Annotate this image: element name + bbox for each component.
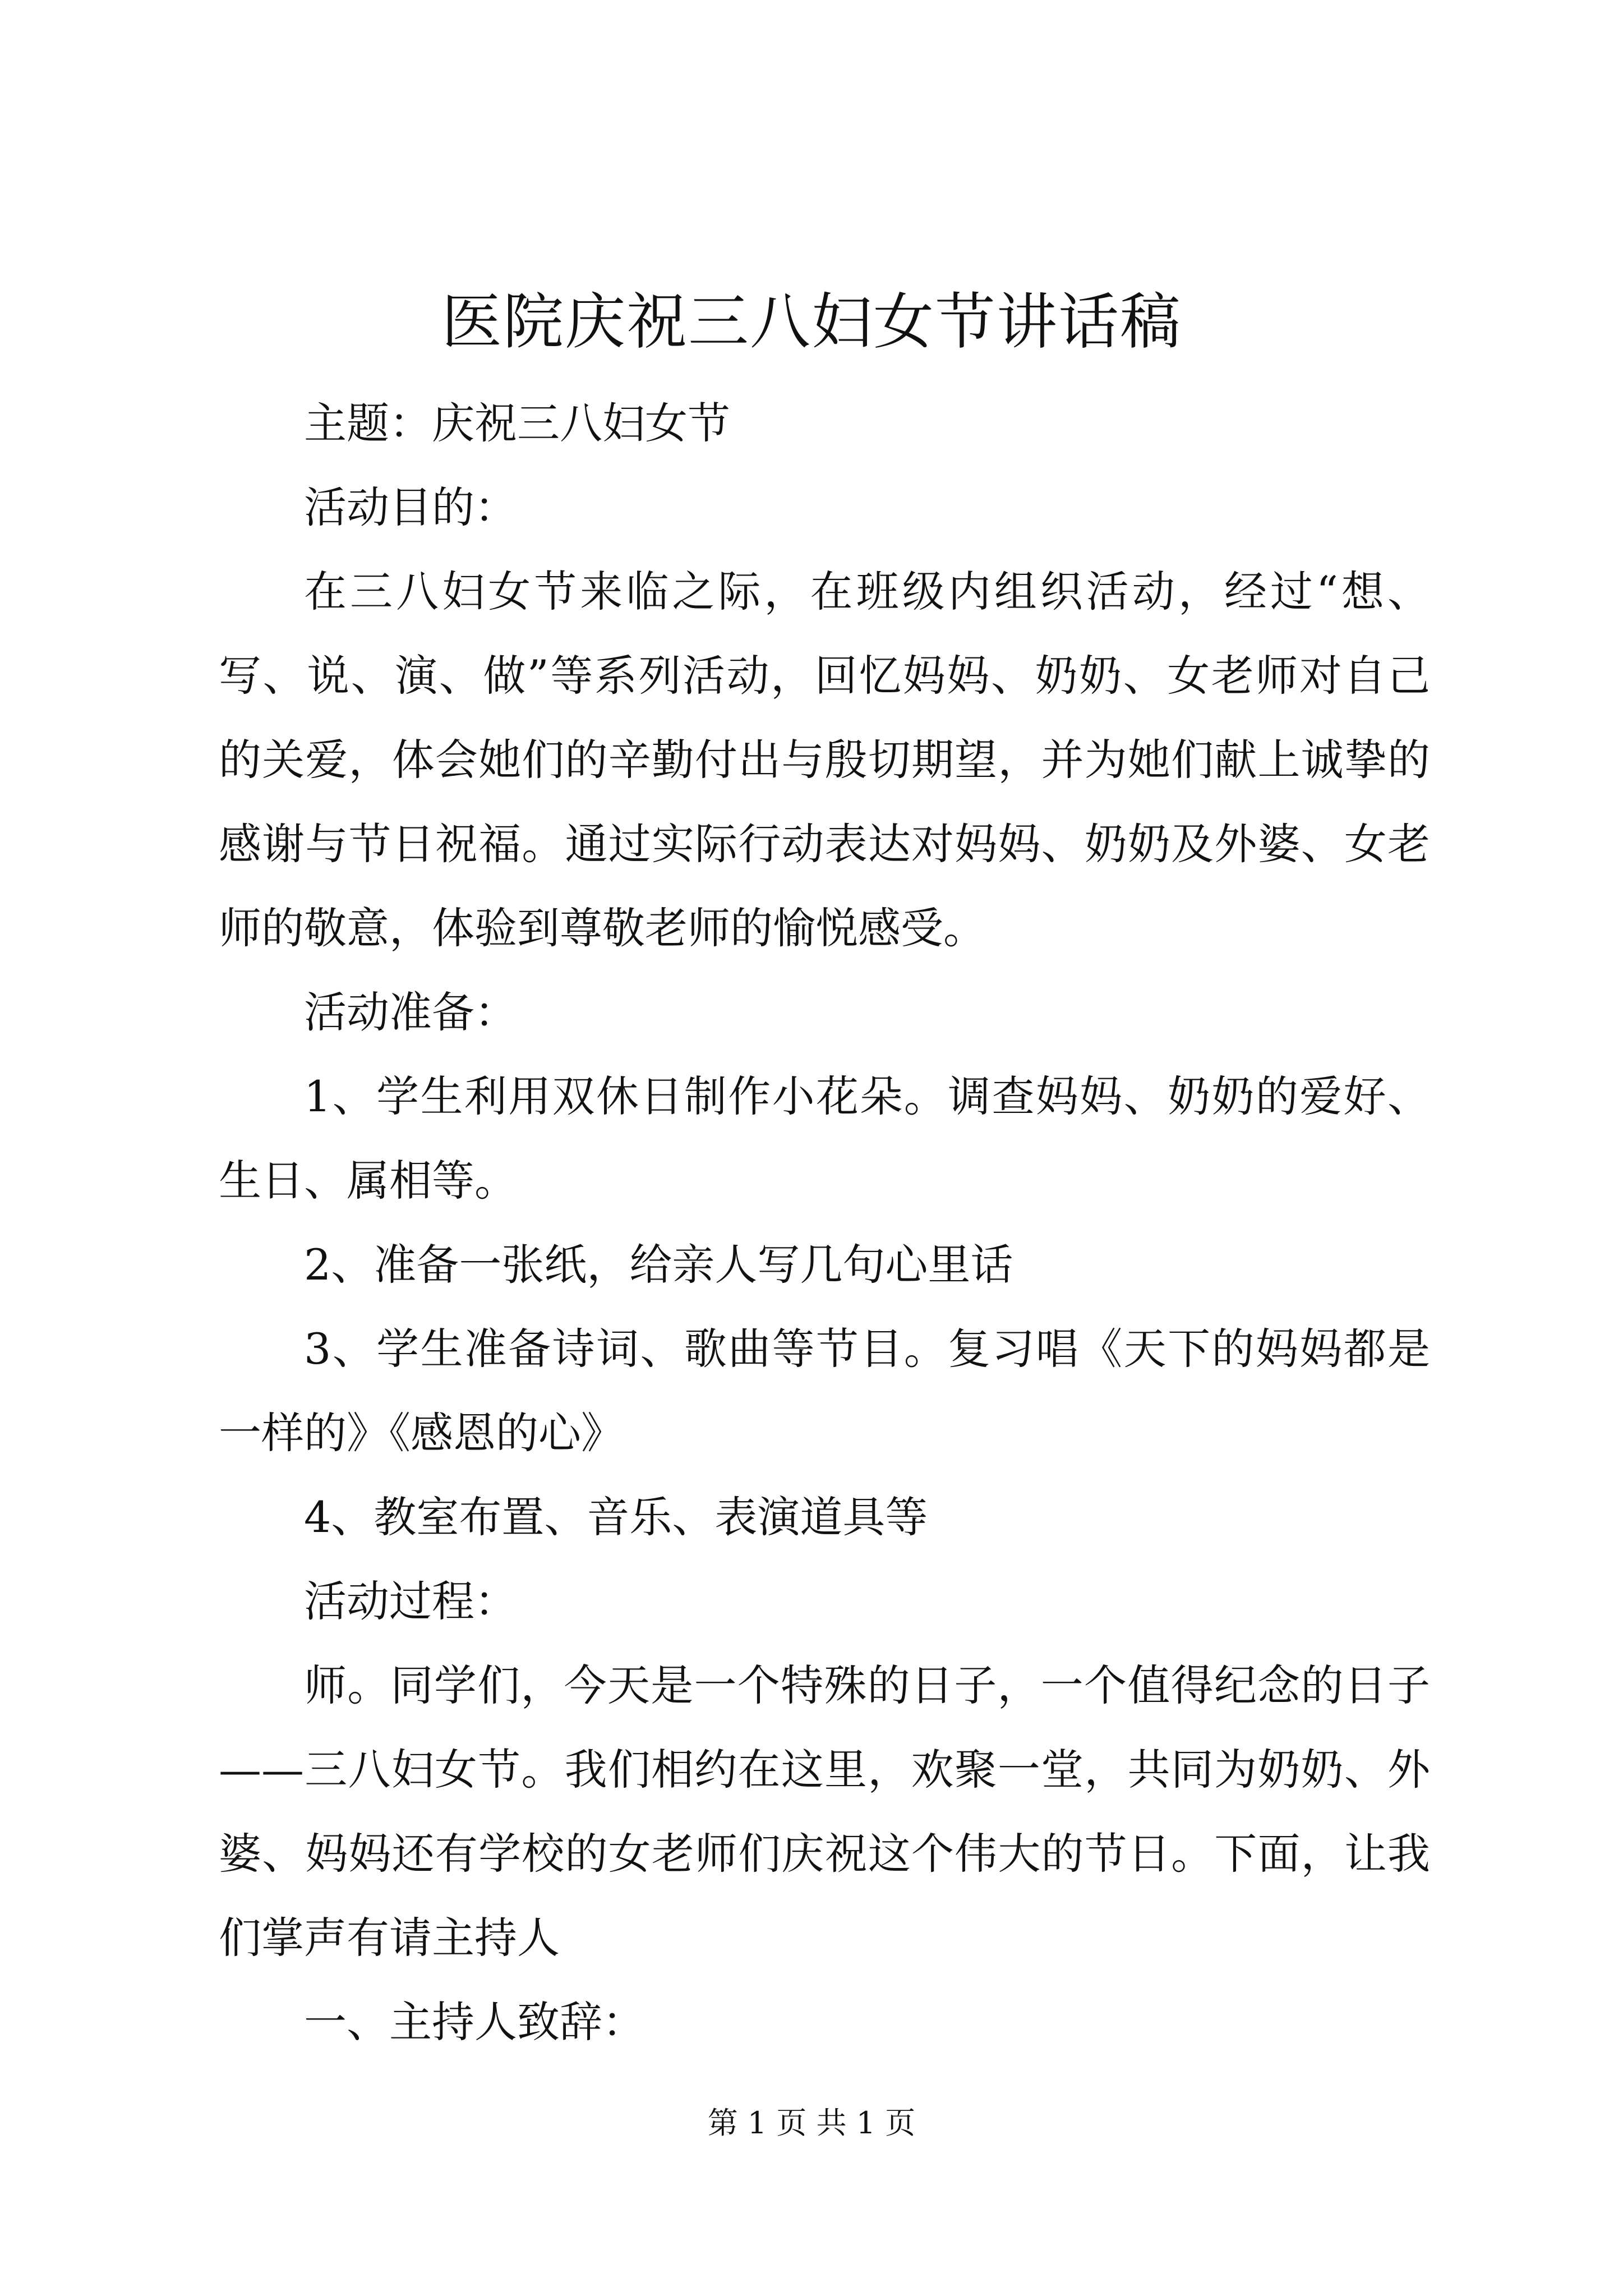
paragraph-preparation-heading: 活动准备： [304,987,517,1037]
paragraph-purpose-text: 在三八妇女节来临之际，在班级内组织活动，经过“想、写、说、演、做”等系列活动，回忆妈妈、奶奶、女老师对自己的关爱，体会她们的辛勤付出与殷切期望，并为她们献上诚挚的感谢与节日祝福。通过实际行动表达对妈妈、奶奶及外婆、女老师的敬意，体验到尊敬老师的愉悦感受。 [219,567,1430,953]
paragraph-preparation-item-1: 1、学生利用双休日制作小花朵。调查妈妈、奶奶的爱好、生日、属相等。 [219,1071,1430,1205]
paragraph-host-heading: 一、主持人致辞： [304,1997,645,2047]
paragraph-theme: 主题：庆祝三八妇女节 [304,398,730,448]
paragraph-process-heading: 活动过程： [304,1576,517,1626]
paragraph-preparation-item-3: 3、学生准备诗词、歌曲等节目。复习唱《天下的妈妈都是一样的》《感恩的心》 [219,1324,1430,1458]
document-title: 医院庆祝三八妇女节讲话稿 [441,287,1182,357]
paragraph-teacher-speech: 师。同学们，今天是一个特殊的日子，一个值得纪念的日子——三八妇女节。我们相约在这里，欢聚一堂，共同为奶奶、外婆、妈妈还有学校的女老师们庆祝这个伟大的节日。下面，让我们掌声有请主持人 [219,1660,1430,1963]
document-body [219,381,1430,2064]
paragraph-preparation-item-2: 2、准备一张纸，给亲人写几句心里话 [304,1240,1013,1290]
paragraph-purpose-heading: 活动目的： [304,482,517,532]
paragraph-preparation-item-4: 4、教室布置、音乐、表演道具等 [304,1492,928,1542]
page-footer: 第 1 页 共 1 页 [707,2105,916,2141]
